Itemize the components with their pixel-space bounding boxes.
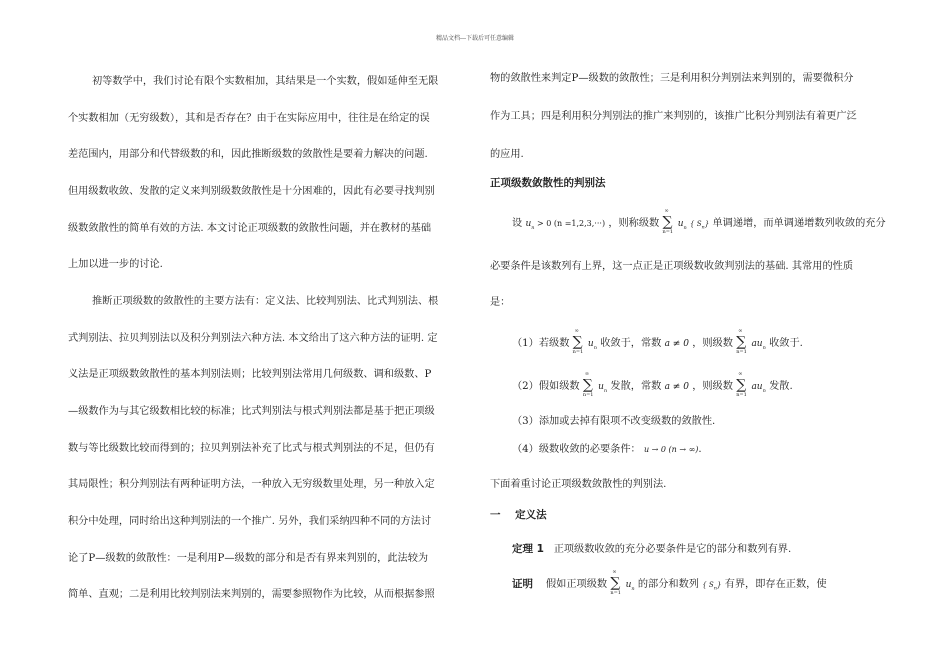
series-term: $u_n$ <box>677 219 687 231</box>
below-text: 下面着重讨论正项级数敛散性的判别法. <box>490 479 667 490</box>
sum-symbol: ∞ ∑ n=1 <box>736 328 747 355</box>
left-line-6: 上加以进一步的讨论. <box>68 259 163 270</box>
sum-symbol: ∞ ∑ n=1 <box>610 569 621 596</box>
sum-symbol: ∞ ∑ n=1 <box>736 371 747 398</box>
left-line-14: 论了P—级数的敛散性：一是利用P—级数的部分和是否有界来判别的，此法较为 <box>68 553 429 564</box>
para1-pre: 设 <box>512 218 523 229</box>
para1-line-3: 是： <box>490 297 511 308</box>
theorem-label: 定理 1 <box>512 543 544 555</box>
left-line-11: 数与等比级数比较而得到的；拉贝判别法补充了比式与根式判别法的不足，但仍有 <box>68 443 435 454</box>
proof-label: 证明 <box>512 578 533 590</box>
section-heading: 正项级数敛散性的判别法 <box>490 177 606 189</box>
sum-symbol: ∞ ∑ n=1 <box>572 328 584 355</box>
right-line-1: 物的敛散性来判定P—级数的敛散性；三是利用积分判别法来判别的，需要微积分 <box>490 73 854 84</box>
section-1-heading: 一 定义法 <box>490 509 547 521</box>
partial-sum-set: { $S_n$} <box>690 220 710 231</box>
para1-post: 单调递增，而单调递增数列收敛的充分 <box>712 218 886 229</box>
page-header: 精品文档---下载后可任意编辑 <box>435 35 515 42</box>
left-line-7: 推断正项级数的敛散性的主要方法有：定义法、比较判别法、比式判别法、根 <box>92 296 439 307</box>
left-line-8: 式判别法、拉贝判别法以及积分判别法六种方法. 本文给出了这六种方法的证明. 定 <box>68 333 438 344</box>
property-2: （2）假如级数 ∞ ∑ n=1 $u_n$ 发散，常数 a ≠ 0 ，则级数 ∞ ∑ n=1 $au_n$ 发散. <box>512 371 793 398</box>
left-line-1: 初等数学中，我们讨论有限个实数相加，其结果是一个实数，假如延伸至无限 <box>92 76 439 87</box>
left-line-5: 级数敛散性的简单有效的方法. 本文讨论正项级数的敛散性问题，并在教材的基础 <box>68 223 432 234</box>
left-line-3: 差范围内，用部分和代替级数的和，因此推断级数的敛散性是要着力解决的问题. <box>68 149 428 160</box>
property-3: （3）添加或去掉有限项不改变级数的敛散性. <box>512 416 716 427</box>
para1-mid: ，则称级数 <box>608 218 660 229</box>
left-line-2: 个实数相加（无穷级数），其和是否存在？由于在实际应用中，往往是在给定的误 <box>68 113 430 124</box>
para1-line-2: 必要条件是该数列有上界，这一点正是正项级数收敛判别法的基础. 其常用的性质 <box>490 261 854 272</box>
left-line-13: 积分中处理，同时给出这种判别法的一个推广. 另外，我们采纳四种不同的方法讨 <box>68 516 432 527</box>
sum-symbol: ∞ ∑ n=1 <box>662 208 674 235</box>
sum-symbol: ∞ ∑ n=1 <box>582 371 594 398</box>
proof-line: 证明 假如正项级数 ∞ ∑ n=1 $u_n$ 的部分和数列 { $S_n$} 有界，即存在正数，使 <box>512 569 827 596</box>
property-1: （1）若级数 ∞ ∑ n=1 $u_n$ 收敛于，常数 a ≠ 0 ，则级数 ∞ ∑ n=1 $au_n$ 收敛于. <box>512 328 803 355</box>
left-line-15: 简单、直观；二是利用比较判别法来判别的，需要参照物作为比较，从而根据参照 <box>68 589 435 600</box>
left-line-10: —级数作为与其它级数相比较的标准；比式判别法与根式判别法都是基于把正项级 <box>68 406 435 417</box>
right-line-3: 的应用. <box>490 149 524 160</box>
theorem-1: 定理 1 正项级数收敛的充分必要条件是它的部分和数列有界. <box>512 543 792 555</box>
para1-cond: $u_n > 0$ (n =1,2,3,···) <box>525 219 606 231</box>
left-line-9: 义法是正项级数敛散性的基本判别法则；比较判别法常用几何级数、调和级数、P <box>68 369 432 380</box>
para1-line <box>512 208 886 235</box>
left-line-12: 其局限性；积分判别法有两种证明方法，一种放入无穷级数里处理，另一种放入定 <box>68 479 435 490</box>
property-4: （4）级数收敛的必要条件： u → 0 (n → ∞). <box>512 444 702 455</box>
right-line-2: 作为工具；四是利用积分判别法的推广来判别的，该推广比积分判别法有着更广泛 <box>490 111 857 122</box>
left-line-4: 但用级数收敛、发散的定义来判别级数敛散性是十分困难的，因此有必要寻找判别 <box>68 186 435 197</box>
